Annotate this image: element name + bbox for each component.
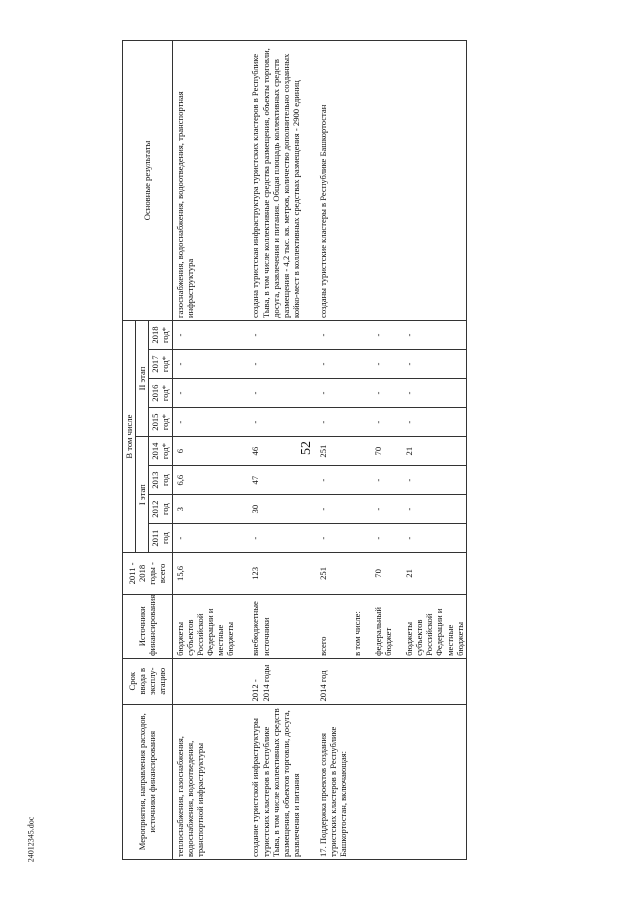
cell-total: 251 bbox=[302, 553, 349, 594]
cell-year-value: - bbox=[172, 524, 236, 553]
cell-year-value: 21 bbox=[394, 437, 466, 466]
header-year: 2018 год* bbox=[149, 320, 172, 349]
cell-result: создана туристская инфраструктура туристских кластеров в Республике Тыва, в том числе коллективные средства размещения, объекты торговли, досуга, развлечения и питания. Общая площадь коллективных средств размещения - 4,2 тыс. кв. метров, количество дополнительно созданных койко-мест в коллективных средствах размещения - 2900 единиц bbox=[236, 41, 302, 321]
cell-total: 123 bbox=[236, 553, 302, 594]
cell-year-value: - bbox=[172, 350, 236, 379]
header-measures: Мероприятия, направления расходов, источники финансирования bbox=[123, 704, 173, 859]
cell-year-value: - bbox=[302, 495, 349, 524]
cell-year-value bbox=[350, 495, 363, 524]
cell-result bbox=[363, 41, 394, 321]
cell-year-value: 251 bbox=[302, 437, 349, 466]
cell-year-value: - bbox=[363, 495, 394, 524]
cell-measure: создание туристской инфраструктуры туристских кластеров в Республике Тыва, в том числе коллективных средств размещения, объектов торговли, досуга, развлечения и питания bbox=[236, 704, 302, 859]
table-row bbox=[350, 41, 363, 860]
cell-year-value: - bbox=[172, 408, 236, 437]
cell-year-value: - bbox=[394, 466, 466, 495]
table-row bbox=[172, 41, 236, 860]
cell-year-value bbox=[350, 350, 363, 379]
header-sources: Источники финансирования bbox=[123, 594, 173, 658]
header-year: 2011 год bbox=[149, 524, 172, 553]
cell-term bbox=[363, 658, 394, 704]
cell-measure bbox=[394, 704, 466, 859]
cell-result: газоснабжения, водоснабжения, водоотведения, транспортная инфраструктура bbox=[172, 41, 236, 321]
cell-year-value: - bbox=[302, 466, 349, 495]
cell-year-value: - bbox=[236, 379, 302, 408]
cell-result bbox=[350, 41, 363, 321]
cell-year-value: - bbox=[302, 320, 349, 349]
rotated-table-container bbox=[122, 40, 502, 860]
cell-year-value: - bbox=[394, 320, 466, 349]
cell-year-value: - bbox=[394, 495, 466, 524]
header-including: В том числе bbox=[123, 320, 136, 552]
cell-year-value: - bbox=[172, 320, 236, 349]
cell-term: 2014 год bbox=[302, 658, 349, 704]
cell-year-value: - bbox=[394, 524, 466, 553]
cell-total bbox=[350, 553, 363, 594]
cell-source: бюджеты субъектов Российской Федерации и местные бюджеты bbox=[394, 594, 466, 658]
cell-year-value: - bbox=[394, 379, 466, 408]
cell-year-value: - bbox=[363, 379, 394, 408]
header-year: 2015 год* bbox=[149, 408, 172, 437]
header-stage-2: II этап bbox=[136, 320, 149, 436]
header-year: 2014 год* bbox=[149, 437, 172, 466]
cell-year-value: - bbox=[302, 524, 349, 553]
cell-year-value: - bbox=[236, 350, 302, 379]
cell-source: бюджеты субъектов Российской Федерации и местные бюджеты bbox=[172, 594, 236, 658]
cell-year-value: 70 bbox=[363, 437, 394, 466]
cell-year-value bbox=[350, 466, 363, 495]
footer-filename: 24012345.doc bbox=[26, 816, 36, 863]
cell-term bbox=[172, 658, 236, 704]
cell-total: 70 bbox=[363, 553, 394, 594]
cell-term bbox=[394, 658, 466, 704]
header-year: 2016 год* bbox=[149, 379, 172, 408]
header-year: 2013 год bbox=[149, 466, 172, 495]
cell-year-value: 6,6 bbox=[172, 466, 236, 495]
cell-measure bbox=[350, 704, 363, 859]
header-results: Основные результаты bbox=[123, 41, 173, 321]
cell-year-value: - bbox=[236, 524, 302, 553]
cell-result bbox=[394, 41, 466, 321]
cell-year-value: - bbox=[236, 320, 302, 349]
cell-year-value: - bbox=[394, 350, 466, 379]
header-term: Срок ввода в эксплу-атацию bbox=[123, 658, 173, 704]
cell-year-value: - bbox=[363, 350, 394, 379]
cell-total: 21 bbox=[394, 553, 466, 594]
cell-year-value: - bbox=[302, 379, 349, 408]
cell-year-value: 30 bbox=[236, 495, 302, 524]
page-number: 52 bbox=[299, 441, 314, 455]
cell-year-value: - bbox=[363, 320, 394, 349]
cell-year-value: - bbox=[363, 466, 394, 495]
cell-term bbox=[350, 658, 363, 704]
cell-year-value: - bbox=[172, 379, 236, 408]
cell-year-value: - bbox=[302, 408, 349, 437]
cell-year-value: - bbox=[236, 408, 302, 437]
header-stage-1: I этап bbox=[136, 437, 149, 553]
cell-year-value: - bbox=[363, 524, 394, 553]
cell-year-value: 47 bbox=[236, 466, 302, 495]
cell-source: внебюджетные источники bbox=[236, 594, 302, 658]
table-row bbox=[236, 41, 302, 860]
cell-year-value bbox=[350, 524, 363, 553]
cell-year-value bbox=[350, 320, 363, 349]
cell-year-value: - bbox=[302, 350, 349, 379]
cell-year-value bbox=[350, 379, 363, 408]
table-body bbox=[172, 41, 466, 860]
cell-measure: 17. Поддержка проектов создания туристских кластеров в Республике Башкортостан, включающая: bbox=[302, 704, 349, 859]
cell-year-value: - bbox=[394, 408, 466, 437]
cell-term: 2012 - 2014 годы bbox=[236, 658, 302, 704]
cell-year-value: - bbox=[363, 408, 394, 437]
cell-year-value bbox=[350, 437, 363, 466]
cell-year-value bbox=[350, 408, 363, 437]
cell-result: созданы туристские кластеры в Республике Башкортостан bbox=[302, 41, 349, 321]
cell-source: федеральный бюджет bbox=[363, 594, 394, 658]
cell-source: всего bbox=[302, 594, 349, 658]
financing-table bbox=[122, 40, 467, 860]
table-row bbox=[363, 41, 394, 860]
cell-measure: теплоснабжения, газоснабжения, водоснабжения, водоотведения, транспортной инфраструктуры bbox=[172, 704, 236, 859]
cell-measure bbox=[363, 704, 394, 859]
cell-source: в том числе: bbox=[350, 594, 363, 658]
table-header bbox=[123, 41, 173, 860]
header-year: 2012 год bbox=[149, 495, 172, 524]
cell-year-value: 3 bbox=[172, 495, 236, 524]
table-row bbox=[302, 41, 349, 860]
cell-year-value: 46 bbox=[236, 437, 302, 466]
table-row bbox=[394, 41, 466, 860]
header-total: 2011 - 2018 годы - всего bbox=[123, 553, 173, 594]
cell-year-value: 6 bbox=[172, 437, 236, 466]
header-year: 2017 год* bbox=[149, 350, 172, 379]
cell-total: 15,6 bbox=[172, 553, 236, 594]
